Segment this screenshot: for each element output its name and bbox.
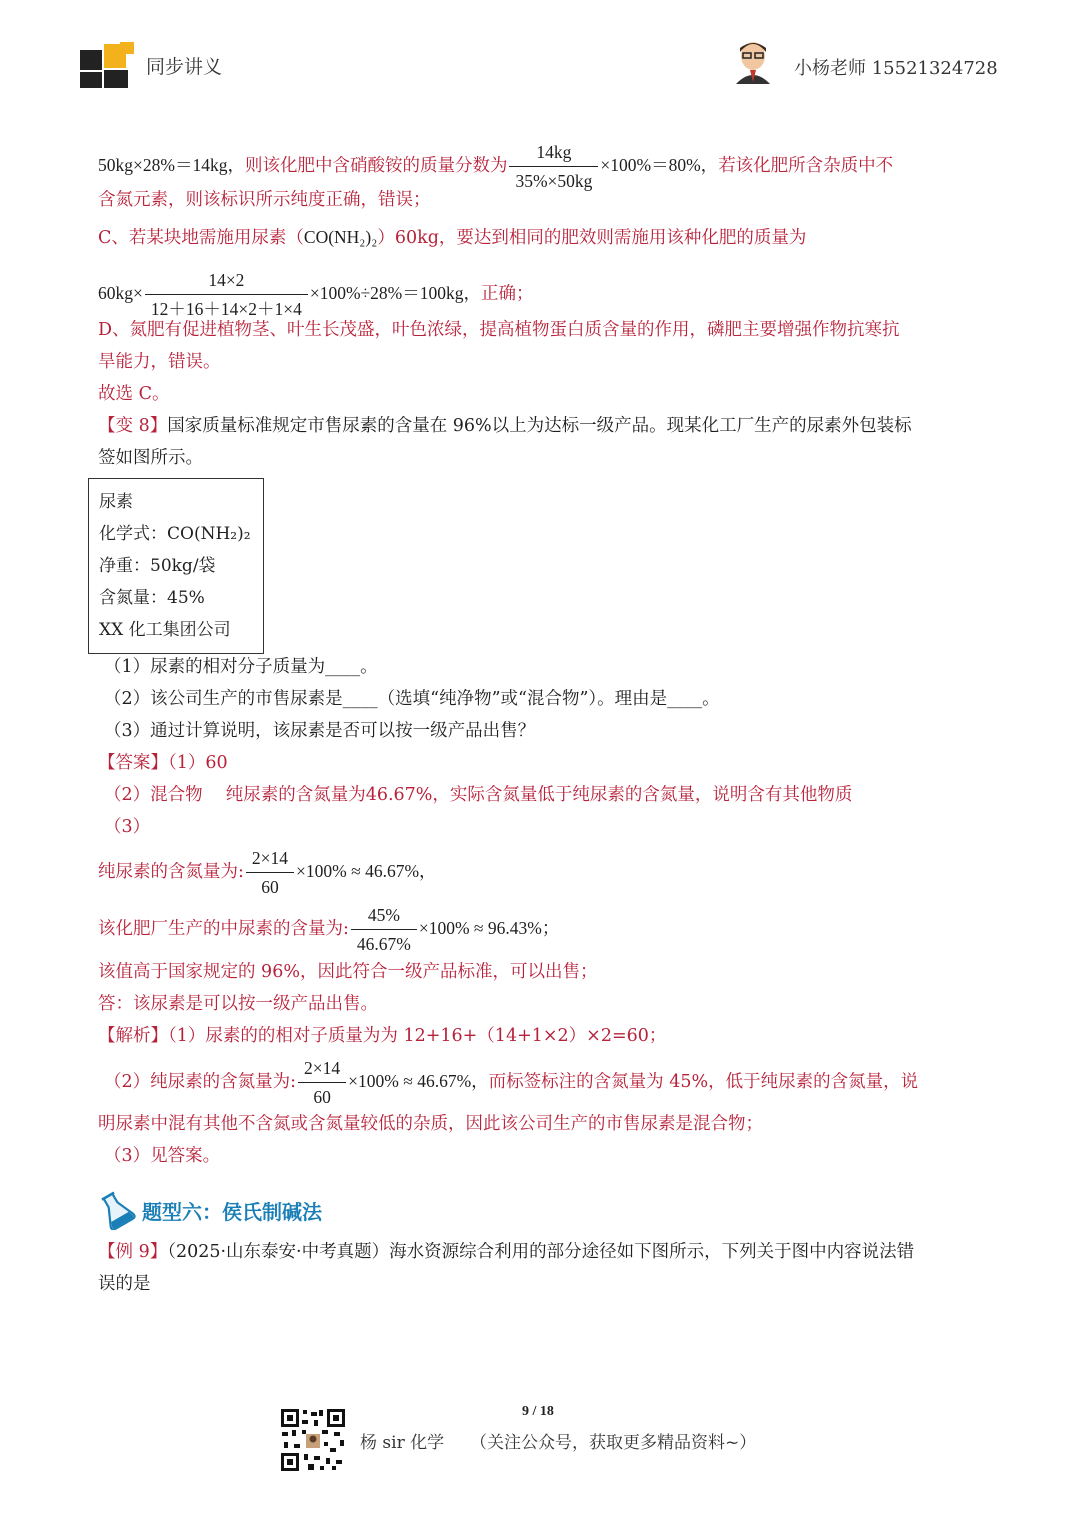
qr-code-icon bbox=[280, 1408, 346, 1472]
analysis-2: （2）纯尿素的含氮量为: $\frac{2\times 14}{60}$ ×100% ≈ 46.67%，而标签标注的含氮量为 45%，低于纯尿素的含氮量，说 bbox=[104, 1058, 919, 1107]
question-2: （2）该公司生产的市售尿素是____（选填“纯净物”或“混合物”）。理由是____。 bbox=[104, 689, 720, 709]
example-9-question-cont: 误的是 bbox=[98, 1274, 151, 1294]
calc-line-1: 50kg×28%＝14kg，则该化肥中含硝酸铵的质量分数为 $\frac{14kg}{35\%\times 50kg}$ ×100%＝80%，若该化肥所含杂质中不 bbox=[98, 142, 894, 191]
text-line-9: 签如图所示。 bbox=[98, 448, 203, 468]
teacher-avatar bbox=[732, 38, 774, 84]
analysis-3: 明尿素中混有其他不含氮或含氮量较低的杂质，因此该公司生产的市售尿素是混合物； bbox=[98, 1114, 763, 1134]
answer-conclusion: 答：该尿素是可以按一级产品出售。 bbox=[98, 994, 378, 1014]
example-9-question: 【例 9】（2025·山东泰安·中考真题）海水资源综合利用的部分途径如下图所示，下列关于图中内容说法错 bbox=[98, 1242, 915, 1262]
text-line-6: 旱能力，错误。 bbox=[98, 352, 221, 372]
answer-calc-3: 该值高于国家规定的 96%，因此符合一级产品标准，可以出售； bbox=[98, 962, 598, 982]
text-line-2: 含氮元素，则该标识所示纯度正确，错误； bbox=[98, 190, 431, 210]
variant-8-question: 【变 8】国家质量标准规定市售尿素的含量在 96%以上为达标一级产品。现某化工厂生产的尿素外包装标 bbox=[98, 416, 912, 436]
question-3: （3）通过计算说明，该尿素是否可以按一级产品出售？ bbox=[104, 721, 536, 741]
section-title: 题型六：侯氏制碱法 bbox=[142, 1200, 322, 1224]
answer-1: 【答案】（1）60 bbox=[98, 753, 228, 773]
product-label-box bbox=[88, 478, 264, 654]
answer-2: （2）混合物 纯尿素的含氮量为46.67%，实际含氮量低于纯尿素的含氮量，说明含有其他物质 bbox=[104, 785, 853, 805]
teacher-contact: 小杨老师 15521324728 bbox=[794, 58, 998, 79]
calc-line-4: 60kg× $\frac{14\times 2}{12+16+14\times 2+1\times 4}$ ×100%÷28%＝100kg，正确； bbox=[98, 270, 534, 319]
fraction: $\frac{14\times 2}{12+16+14\times 2+1\times 4}$ bbox=[145, 268, 308, 321]
footer-brand: 杨 sir 化学 bbox=[360, 1433, 445, 1453]
text-line-5: D、氮肥有促进植物茎、叶生长茂盛，叶色浓绿，提高植物蛋白质含量的作用，磷肥主要增强作物抗寒抗 bbox=[98, 320, 900, 340]
label-company: XX 化工集团公司 bbox=[99, 620, 231, 640]
logo-icon bbox=[80, 42, 136, 90]
answer-calc-2: 该化肥厂生产的中尿素的含量为: $\frac{45\%}{46.67\%}$ ×100% ≈ 96.43%； bbox=[98, 905, 560, 954]
fraction: $\frac{45\%}{46.67\%}$ bbox=[351, 903, 417, 956]
text-line-7: 故选 C。 bbox=[98, 384, 170, 404]
flask-icon bbox=[96, 1190, 136, 1230]
answer-3: （3） bbox=[104, 817, 151, 837]
label-name: 尿素 bbox=[99, 492, 133, 512]
footer-slogan: （关注公众号，获取更多精品资料~） bbox=[470, 1433, 757, 1453]
label-nitrogen: 含氮量：45% bbox=[99, 588, 205, 608]
label-weight: 净重：50kg/袋 bbox=[99, 556, 216, 576]
label-formula: 化学式：CO(NH₂)₂ bbox=[99, 524, 251, 544]
answer-calc-1: 纯尿素的含氮量为: $\frac{2\times 14}{60}$ ×100% ≈ 46.67%， bbox=[98, 848, 437, 897]
text-line-3: C、若某块地需施用尿素（CO(NH₂)₂）60kg，要达到相同的肥效则需施用该种化肥的质量为 bbox=[98, 227, 807, 248]
question-1: （1）尿素的相对分子质量为____。 bbox=[104, 657, 378, 677]
page-number: 9 / 18 bbox=[522, 1404, 554, 1419]
analysis-1: 【解析】（1）尿素的的相对子质量为为 12+16+（14+1×2）×2=60； bbox=[98, 1026, 667, 1046]
header-title: 同步讲义 bbox=[146, 56, 223, 78]
fraction: $\frac{2\times 14}{60}$ bbox=[246, 846, 294, 899]
fraction: $\frac{2\times 14}{60}$ bbox=[298, 1056, 346, 1109]
analysis-4: （3）见答案。 bbox=[104, 1146, 221, 1166]
fraction: $\frac{14kg}{35\%\times 50kg}$ bbox=[509, 140, 598, 193]
